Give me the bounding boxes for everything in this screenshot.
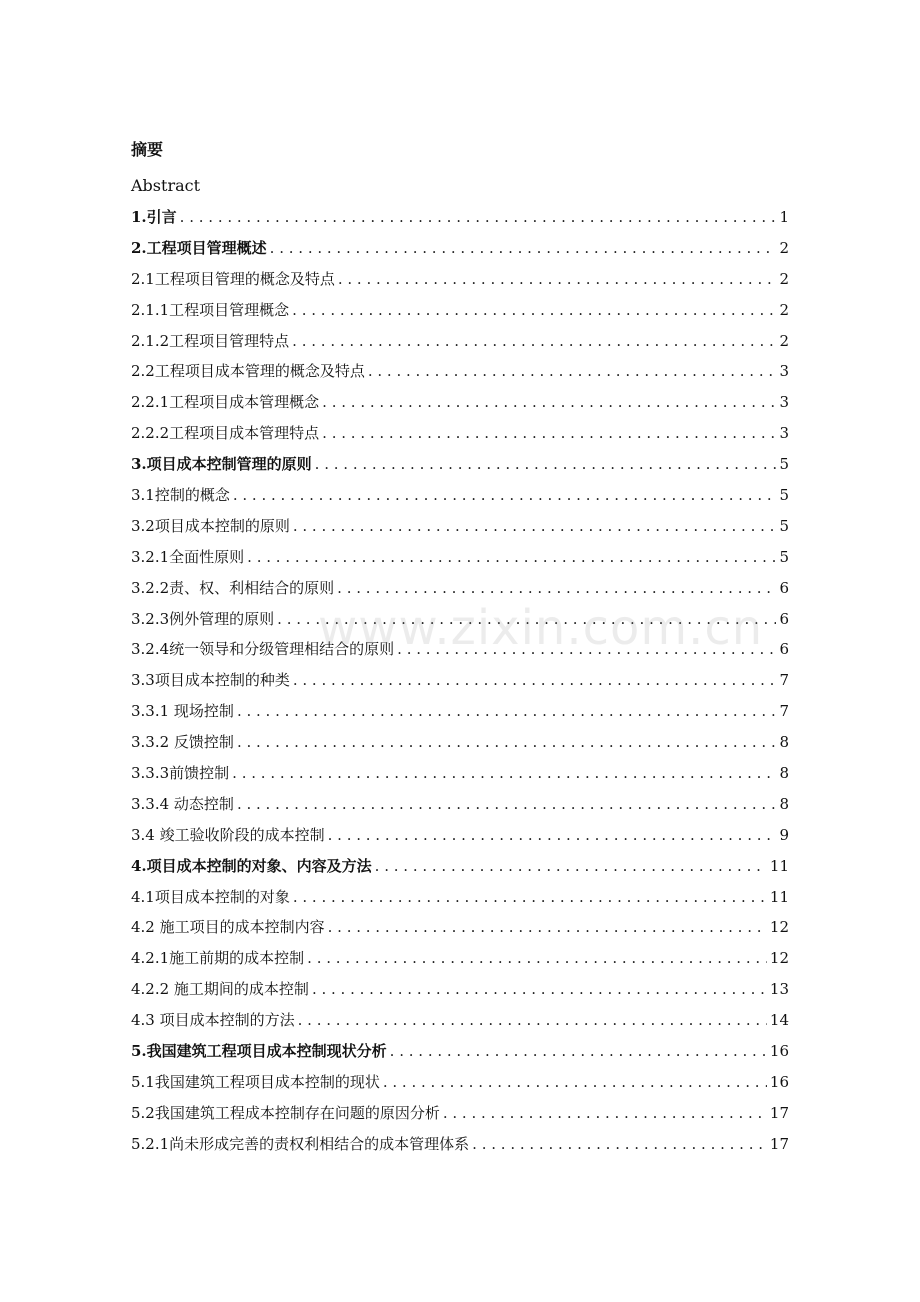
toc-dot-leader <box>293 886 767 908</box>
toc-entry-title: 3.1控制的概念 <box>131 486 230 505</box>
toc-entry-title: 2.1.1工程项目管理概念 <box>131 300 290 319</box>
toc-dot-leader <box>293 515 777 537</box>
toc-entry-page-number: 2 <box>779 331 789 350</box>
toc-entry-title: 5.2我国建筑工程成本控制存在问题的原因分析 <box>131 1103 440 1122</box>
toc-entry-title: 4.项目成本控制的对象、内容及方法 <box>131 856 372 875</box>
toc-dot-leader <box>472 1133 767 1155</box>
toc-entry-page-number: 6 <box>779 609 789 628</box>
toc-entry[interactable] <box>131 237 789 268</box>
toc-entry[interactable] <box>131 1133 789 1164</box>
toc-dot-leader <box>270 237 777 259</box>
toc-entry-page-number: 2 <box>779 269 789 288</box>
toc-entry-page-number: 17 <box>769 1103 789 1122</box>
toc-entry-title: 2.1.2工程项目管理特点 <box>131 331 290 350</box>
toc-entry-title: 3.2.3例外管理的原则 <box>131 609 275 628</box>
toc-dot-leader <box>312 978 767 1000</box>
toc-entry[interactable] <box>131 330 789 361</box>
toc-entry-page-number: 8 <box>779 733 789 752</box>
toc-entry-title: 4.1项目成本控制的对象 <box>131 887 290 906</box>
toc-dot-leader <box>237 700 777 722</box>
toc-entry-title: 3.4 竣工验收阶段的成本控制 <box>131 825 325 844</box>
toc-entry-title: 3.2.1全面性原则 <box>131 547 245 566</box>
toc-entry-title: 2.1工程项目管理的概念及特点 <box>131 269 335 288</box>
toc-entry-page-number: 5 <box>779 516 789 535</box>
toc-dot-leader <box>337 577 776 599</box>
toc-dot-leader <box>247 546 776 568</box>
toc-dot-leader <box>390 1040 767 1062</box>
toc-entry[interactable] <box>131 669 789 700</box>
toc-entry[interactable] <box>131 886 789 917</box>
toc-entry-title: 2.2工程项目成本管理的概念及特点 <box>131 362 365 381</box>
toc-entry-title: 3.3项目成本控制的种类 <box>131 671 290 690</box>
toc-entry[interactable] <box>131 453 789 484</box>
toc-entry-page-number: 5 <box>779 547 789 566</box>
toc-entry-page-number: 17 <box>769 1134 789 1153</box>
toc-entry-page-number: 12 <box>769 918 789 937</box>
toc-entry[interactable] <box>131 1071 789 1102</box>
toc-entry-page-number: 5 <box>779 486 789 505</box>
toc-entry[interactable] <box>131 700 789 731</box>
toc-entry[interactable] <box>131 1102 789 1133</box>
toc-entry-page-number: 11 <box>769 856 789 875</box>
toc-entry[interactable] <box>131 360 789 391</box>
toc-entry-page-number: 12 <box>769 949 789 968</box>
toc-entry-title: 1.引言 <box>131 208 177 226</box>
toc-dot-leader <box>298 1009 767 1031</box>
toc-entry-page-number: 3 <box>779 424 789 443</box>
toc-entry[interactable] <box>131 916 789 947</box>
toc-entry[interactable] <box>131 608 789 639</box>
table-of-contents <box>131 206 789 1164</box>
toc-entry[interactable] <box>131 422 789 453</box>
toc-entry-title: 5.我国建筑工程项目成本控制现状分析 <box>131 1042 387 1061</box>
toc-entry[interactable] <box>131 855 789 886</box>
toc-entry[interactable] <box>131 546 789 577</box>
toc-entry-title: 2.2.1工程项目成本管理概念 <box>131 393 320 412</box>
toc-dot-leader <box>443 1102 767 1124</box>
toc-dot-leader <box>307 947 767 969</box>
toc-dot-leader <box>328 824 777 846</box>
toc-entry-title: 2.2.2工程项目成本管理特点 <box>131 424 320 443</box>
toc-entry[interactable] <box>131 577 789 608</box>
toc-entry[interactable] <box>131 206 789 237</box>
toc-entry-page-number: 9 <box>779 825 789 844</box>
toc-entry-title: 3.3.1 现场控制 <box>131 702 234 721</box>
toc-entry[interactable] <box>131 731 789 762</box>
toc-entry[interactable] <box>131 1040 789 1071</box>
toc-dot-leader <box>292 330 776 352</box>
toc-dot-leader <box>232 762 776 784</box>
toc-entry-page-number: 11 <box>769 887 789 906</box>
toc-entry-page-number: 1 <box>779 208 789 226</box>
toc-dot-leader <box>237 731 777 753</box>
toc-entry-title: 3.2.4统一领导和分级管理相结合的原则 <box>131 640 395 659</box>
toc-dot-leader <box>383 1071 767 1093</box>
abstract-en-heading: Abstract <box>131 176 201 195</box>
toc-entry-page-number: 2 <box>779 238 789 257</box>
toc-dot-leader <box>315 453 777 475</box>
toc-entry-title: 3.2项目成本控制的原则 <box>131 516 290 535</box>
toc-dot-leader <box>338 268 777 290</box>
toc-entry-page-number: 5 <box>779 455 789 474</box>
toc-entry-page-number: 6 <box>779 578 789 597</box>
toc-dot-leader <box>322 391 776 413</box>
toc-dot-leader <box>397 638 776 660</box>
toc-entry-page-number: 6 <box>779 640 789 659</box>
toc-entry[interactable] <box>131 638 789 669</box>
toc-entry-page-number: 7 <box>779 671 789 690</box>
toc-entry[interactable] <box>131 515 789 546</box>
toc-dot-leader <box>277 608 776 630</box>
toc-entry-page-number: 8 <box>779 764 789 783</box>
toc-entry-title: 4.2 施工项目的成本控制内容 <box>131 918 325 937</box>
toc-entry-title: 3.3.2 反馈控制 <box>131 733 234 752</box>
toc-entry[interactable] <box>131 762 789 793</box>
toc-dot-leader <box>233 484 777 506</box>
toc-dot-leader <box>180 206 777 228</box>
toc-dot-leader <box>328 916 767 938</box>
toc-entry-title: 4.2.1施工前期的成本控制 <box>131 949 305 968</box>
toc-entry-page-number: 8 <box>779 794 789 813</box>
toc-entry[interactable] <box>131 793 789 824</box>
toc-entry-title: 4.2.2 施工期间的成本控制 <box>131 980 309 999</box>
watermark: www.zixin.com.cn <box>318 600 764 656</box>
toc-entry[interactable] <box>131 484 789 515</box>
toc-entry[interactable] <box>131 824 789 855</box>
toc-entry-title: 3.3.3前馈控制 <box>131 764 230 783</box>
toc-entry-page-number: 16 <box>769 1072 789 1091</box>
toc-entry-title: 4.3 项目成本控制的方法 <box>131 1011 295 1030</box>
toc-entry-page-number: 16 <box>769 1042 789 1061</box>
toc-entry-title: 5.2.1尚未形成完善的责权利相结合的成本管理体系 <box>131 1134 470 1153</box>
toc-dot-leader <box>375 855 767 877</box>
toc-entry-title: 3.3.4 动态控制 <box>131 794 234 813</box>
toc-entry-title: 3.2.2责、权、利相结合的原则 <box>131 578 335 597</box>
toc-entry-title: 3.项目成本控制管理的原则 <box>131 455 312 474</box>
toc-entry[interactable] <box>131 947 789 978</box>
toc-entry-page-number: 2 <box>779 300 789 319</box>
toc-entry-page-number: 7 <box>779 702 789 721</box>
toc-entry[interactable] <box>131 391 789 422</box>
toc-entry[interactable] <box>131 299 789 330</box>
toc-entry-title: 2.工程项目管理概述 <box>131 238 267 257</box>
toc-entry[interactable] <box>131 268 789 299</box>
toc-dot-leader <box>322 422 776 444</box>
toc-entry[interactable] <box>131 1009 789 1040</box>
toc-entry-page-number: 3 <box>779 393 789 412</box>
toc-dot-leader <box>368 360 777 382</box>
toc-dot-leader <box>237 793 777 815</box>
toc-entry-page-number: 14 <box>769 1011 789 1030</box>
toc-entry-page-number: 13 <box>769 980 789 999</box>
toc-entry-title: 5.1我国建筑工程项目成本控制的现状 <box>131 1072 380 1091</box>
toc-dot-leader <box>292 299 776 321</box>
abstract-cn-heading: 摘要 <box>131 140 164 159</box>
toc-entry[interactable] <box>131 978 789 1009</box>
toc-entry-page-number: 3 <box>779 362 789 381</box>
toc-dot-leader <box>293 669 777 691</box>
